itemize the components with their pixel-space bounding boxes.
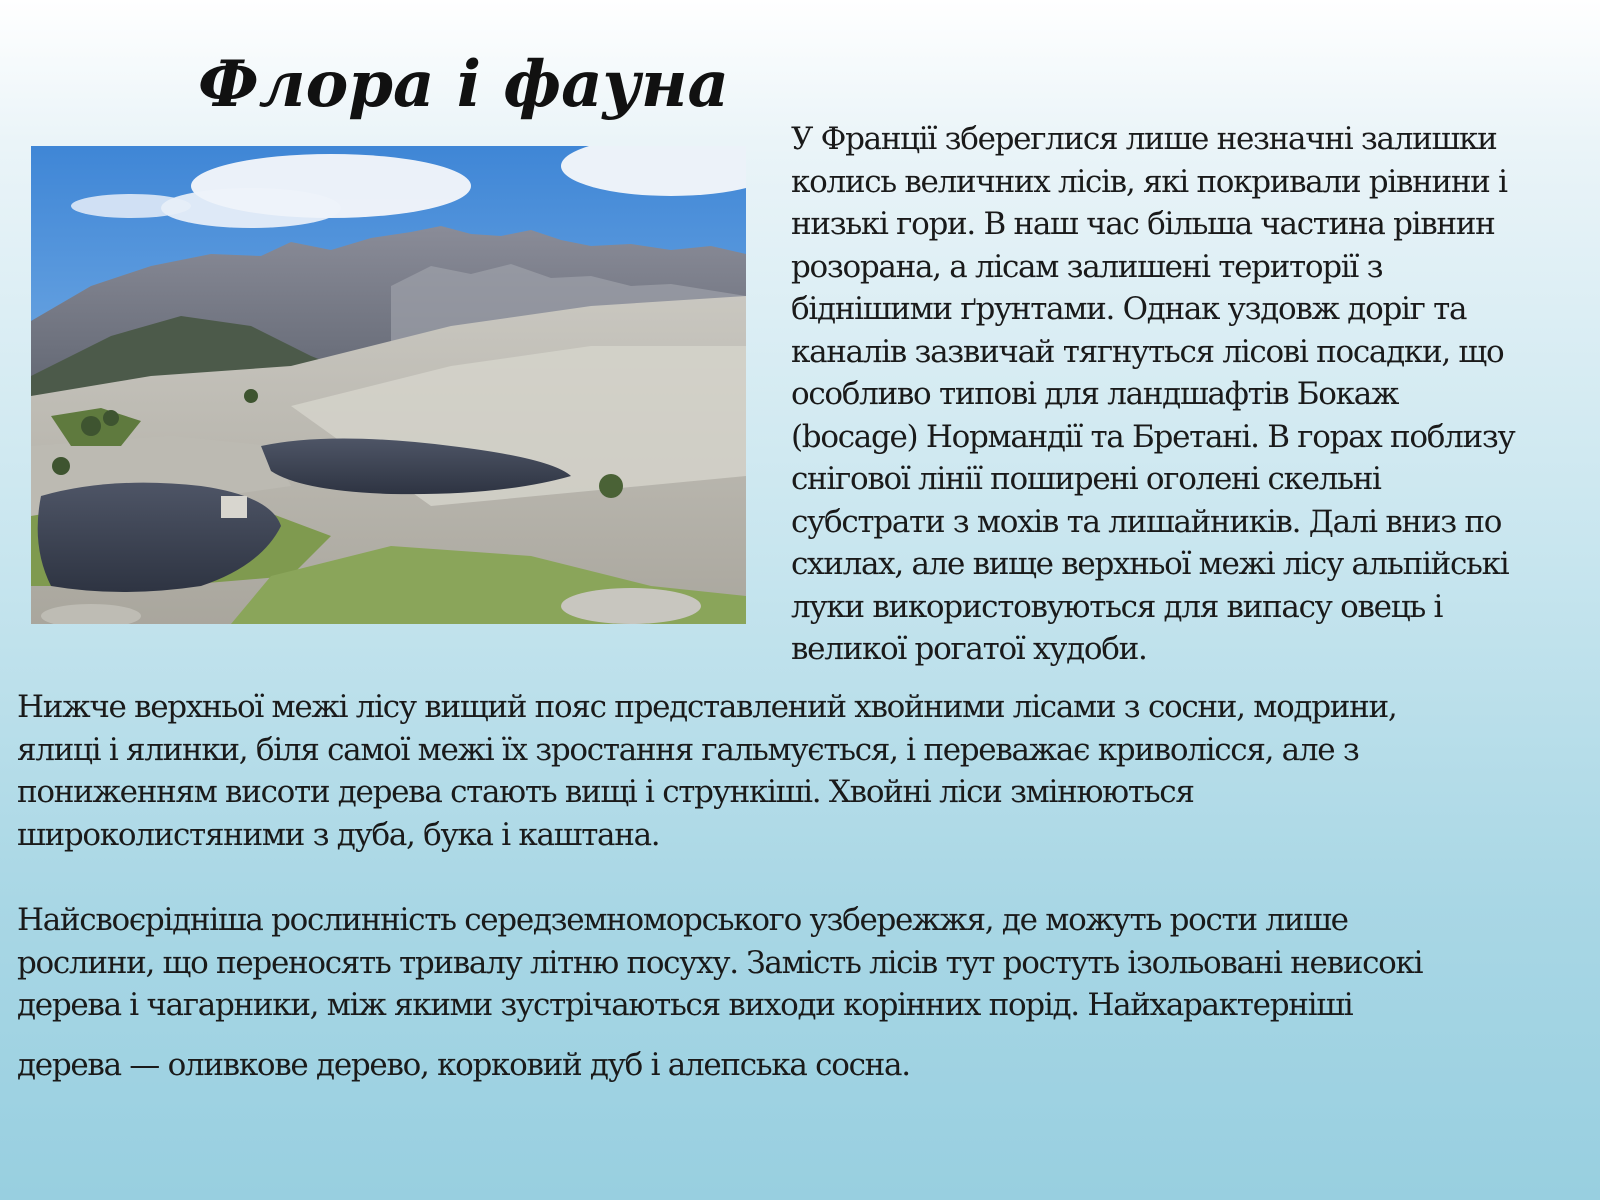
text-line: пониженням висоти дерева стають вищі і стрункіші. Хвойні ліси змінюються xyxy=(17,774,1194,810)
text-line: колись величних лісів, які покривали рівнини і xyxy=(791,163,1507,200)
text-line: Найсвоєрідніша рослинність середземноморського узбережжя, де можуть рости лише xyxy=(17,902,1348,938)
text-line: широколистяними з дуба, бука і каштана. xyxy=(17,816,660,853)
text-line: снігової лінії поширені оголені скельні xyxy=(791,461,1381,497)
text-line: субстрати з мохів та лишайників. Далі вниз по xyxy=(791,503,1502,540)
text-line: рослини, що переносять тривалу літню посуху. Замість лісів тут ростуть ізольовані невисокі xyxy=(17,944,1423,981)
text-line: луки використовуються для випасу овець і xyxy=(791,588,1443,625)
text-line: дерева і чагарники, між якими зустрічаються виходи корінних порід. Найхарактерніші xyxy=(17,987,1353,1023)
slide-title: Флора і фауна xyxy=(198,47,729,122)
text-line: (bocage) Нормандії та Бретані. В горах поблизу xyxy=(791,418,1515,455)
mountain-lake-photo xyxy=(31,146,746,624)
text-line: ялиці і ялинки, біля самої межі їх зростання гальмується, і переважає криволісся, але з xyxy=(17,731,1359,768)
intro-paragraph xyxy=(791,118,1591,671)
text-line: біднішими ґрунтами. Однак уздовж доріг та xyxy=(791,291,1467,327)
text-line: У Франції збереглися лише незначні залишки xyxy=(791,121,1497,157)
text-line: схилах, але вище верхньої межі лісу альпійські xyxy=(791,546,1509,582)
text-line: великої рогатої худоби. xyxy=(791,631,1147,667)
text-line: дерева — оливкове дерево, корковий дуб і алепська сосна. xyxy=(17,1046,910,1083)
text-line: розорана, а лісам залишені території з xyxy=(791,248,1383,285)
mediterranean-paragraph xyxy=(17,899,1422,1086)
text-line: Нижче верхньої межі лісу вищий пояс представлений хвойними лісами з сосни, модрини, xyxy=(17,689,1397,725)
text-line: особливо типові для ландшафтів Бокаж xyxy=(791,376,1399,412)
text-line: каналів зазвичай тягнуться лісові посадки, що xyxy=(791,333,1504,370)
text-line: низькі гори. В наш час більша частина рівнин xyxy=(791,206,1495,242)
conifer-forest-paragraph xyxy=(17,686,1587,856)
